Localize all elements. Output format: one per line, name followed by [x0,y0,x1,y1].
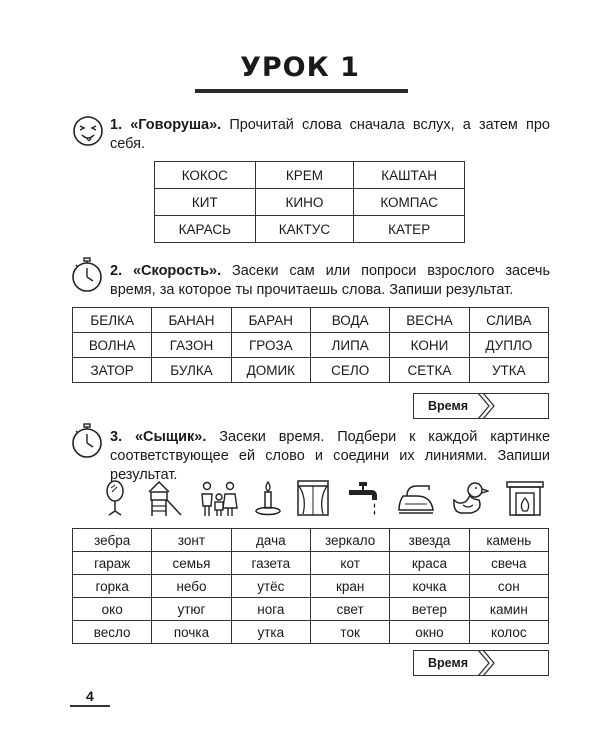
table-cell: весло [73,621,152,644]
table-cell: почка [152,621,231,644]
table-cell: ветер [390,598,469,621]
table-cell: КИТ [155,189,256,216]
table-cell: утёс [231,575,310,598]
table-row [155,216,465,243]
task-3-name: «Сыщик». [134,429,207,445]
task-1-number: 1. [110,117,123,133]
arrow-divider-icon [476,650,496,676]
task-2-instructions: Засеки сам или попроси взрослого засечь время, за которое ты прочитаешь слова. Запиши результат. [110,263,551,298]
stopwatch-icon [70,422,104,460]
task-1-instructions: Прочитай слова сначала вслух, а затем про себя. [110,117,550,152]
table-cell: кот [310,552,389,575]
faucet-icon [345,478,381,518]
page-number-rule [70,705,110,707]
table-row [73,358,549,383]
task-3-text [110,428,550,485]
table-cell: зебра [73,529,152,552]
table-cell: свет [310,598,389,621]
table-cell: небо [152,575,231,598]
table-cell: БАРАН [231,308,310,333]
time-label: Время [428,399,468,413]
table-cell: КИНО [255,189,354,216]
picture-row [95,478,555,520]
table-cell: ДОМИК [231,358,310,383]
table-cell: КОНИ [390,333,469,358]
table-cell: ГАЗОН [152,333,231,358]
window-icon [295,478,331,518]
table-row [73,529,549,552]
table-cell: горка [73,575,152,598]
arrow-divider-icon [476,393,496,419]
time-label: Время [428,656,468,670]
table-cell: КАШТАН [354,162,465,189]
table-cell: ЛИПА [310,333,389,358]
table-cell: СЕТКА [390,358,469,383]
fireplace-icon [505,478,545,518]
table-cell: зеркало [310,529,389,552]
task-1-word-table [154,161,465,243]
table-cell: нога [231,598,310,621]
family-icon [197,478,241,518]
table-cell: кочка [390,575,469,598]
table-cell: камень [469,529,548,552]
table-cell: ДУПЛО [469,333,548,358]
playground-slide-icon [143,478,183,518]
table-row [73,598,549,621]
candle-icon [253,478,283,518]
table-cell: утюг [152,598,231,621]
table-cell: око [73,598,152,621]
table-row [73,308,549,333]
talking-face-icon [72,115,104,147]
table-cell: утка [231,621,310,644]
task-3-instructions: Засеки время. Подбери к каждой картинке соответствующее ей слово и соедини их линиями. Запиши результат. [110,429,551,483]
table-cell: СЕЛО [310,358,389,383]
table-cell: ВОЛНА [73,333,152,358]
table-cell: БАНАН [152,308,231,333]
table-cell: дача [231,529,310,552]
table-row [73,333,549,358]
table-cell: семья [152,552,231,575]
task-2-number: 2. [110,263,123,279]
table-row [73,552,549,575]
task-3-word-table [72,528,549,644]
time-result-box[interactable] [413,650,549,676]
table-cell: газета [231,552,310,575]
task-1-text [110,116,550,154]
table-cell: ВЕСНА [390,308,469,333]
table-cell: ГРОЗА [231,333,310,358]
table-cell: сон [469,575,548,598]
table-cell: колос [469,621,548,644]
stopwatch-icon [70,256,104,294]
table-cell: звезда [390,529,469,552]
table-cell: КАРАСЬ [155,216,256,243]
mirror-icon [100,478,130,518]
table-cell: КОМПАС [354,189,465,216]
table-row [155,189,465,216]
table-cell: зонт [152,529,231,552]
table-cell: камин [469,598,548,621]
page-number: 4 [86,688,94,704]
table-row [155,162,465,189]
task-2-text [110,262,550,300]
table-cell: гараж [73,552,152,575]
table-cell: ток [310,621,389,644]
table-cell: свеча [469,552,548,575]
title-underline [195,89,408,93]
table-cell: кран [310,575,389,598]
task-3-number: 3. [110,429,123,445]
table-cell: КАКТУС [255,216,354,243]
duck-icon [451,478,489,518]
table-cell: ВОДА [310,308,389,333]
time-result-box[interactable] [413,393,549,419]
table-cell: УТКА [469,358,548,383]
table-cell: СЛИВА [469,308,548,333]
task-2-word-table [72,307,549,383]
table-cell: окно [390,621,469,644]
task-2-name: «Скорость». [132,263,222,279]
table-cell: краса [390,552,469,575]
table-row [73,621,549,644]
table-cell: КРЕМ [255,162,354,189]
table-cell: БУЛКА [152,358,231,383]
table-cell: КАТЕР [354,216,465,243]
table-row [73,575,549,598]
iron-icon [395,478,437,518]
lesson-title: УРОК 1 [240,52,360,83]
table-cell: ЗАТОР [73,358,152,383]
task-1-name: «Говоруша». [130,117,222,133]
table-cell: БЕЛКА [73,308,152,333]
table-cell: КОКОС [155,162,256,189]
